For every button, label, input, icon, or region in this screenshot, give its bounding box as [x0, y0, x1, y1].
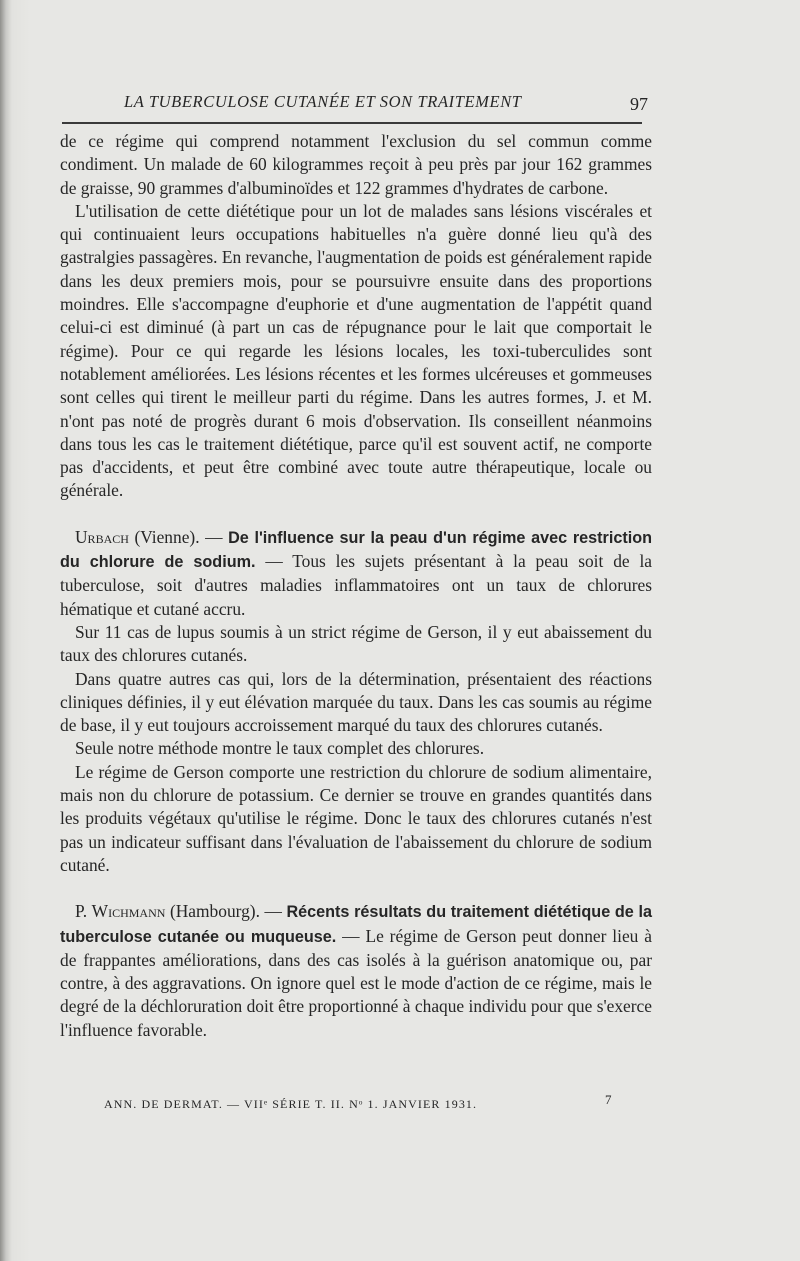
page-header [62, 88, 652, 124]
abstract-text-urbach: — Tous les sujets présentant à la peau soit de la tuberculose, soit d'autres maladies inflammatoires ont un taux de chlorures hématique et cutané accru. [60, 551, 652, 619]
article-body [60, 130, 652, 1042]
paragraph-diet-composition: de ce régime qui comprend notamment l'exclusion du sel commun comme condiment. Un malade de 60 kilogrammes reçoit à peu près par jour 162 grammes de graisse, 90 grammes d'albuminoïdes et 122 grammes d'hydrates de carbone. [60, 131, 652, 198]
author-initial-wichmann: P. [75, 901, 92, 922]
author-wichmann: Wichmann [91, 901, 166, 922]
page-number: 97 [630, 94, 648, 114]
running-head: LA TUBERCULOSE CUTANÉE ET SON TRAITEMENT [124, 92, 522, 111]
paragraph-gerson-regime: Le régime de Gerson comporte une restriction du chlorure de sodium alimentaire, mais non du chlorure de potassium. Ce dernier se trouve en grandes quantités dans les produits végétaux qu'utilise le régime. Donc le taux des chlorures cutanés n'est pas un indicateur suffisant dans l'évaluation de l'abaissement du chlorure de sodium cutané. [60, 761, 652, 875]
page-footer-citation: ANN. DE DERMAT. — VIIᵉ SÉRIE T. II. Nᵒ 1. JANVIER 1931. [104, 1097, 478, 1111]
signature-mark: 7 [605, 1092, 612, 1107]
author-place-wichmann: (Hambourg). — [165, 901, 287, 922]
paragraph-method: Seule notre méthode montre le taux complet des chlorures. [75, 738, 485, 759]
abstract-title-urbach: De l'influence sur la peau d'un régime avec restriction du chlorure de sodium. [60, 528, 652, 572]
paragraph-lupus-cases: Sur 11 cas de lupus soumis à un strict régime de Gerson, il y eut abaissement du taux des chlorures cutanés. [60, 621, 652, 666]
paragraph-diet-results: L'utilisation de cette diététique pour un lot de malades sans lésions viscérales et qui continuaient leurs occupations habituelles n'a guère donné lieu qu'à des gastralgies passagères. En revanche, l'augmentation de poids est généralement rapide dans les deux premiers mois, pour se poursuivre ensuite dans des proportions moindres. Elle s'accompagne d'euphorie et d'une augmentation de l'appétit quand celui-ci est diminué (à part un cas de répugnance pour le lait que comportait le régime). Pour ce qui regarde les lésions locales, les toxi-tuberculides sont notablement améliorées. Les lésions récentes et les formes ulcéreuses et gommeuses sont celles qui tirent le meilleur parti du régime. Dans les autres formes, J. et M. n'ont pas noté de progrès durant 6 mois d'observation. Ils conseillent néanmoins dans tous les cas le traitement diététique, parce qu'il est souvent actif, ne comporte pas d'accidents, et peut être combiné avec toute autre thérapeutique, locale ou générale. [60, 200, 652, 501]
header-rule [62, 122, 642, 124]
author-urbach: Urbach [75, 526, 129, 547]
author-place-urbach: (Vienne). — [128, 526, 229, 547]
abstract-urbach [60, 526, 652, 621]
abstract-text-wichmann: — Le régime de Gerson peut donner lieu à de frappantes améliorations, dans des cas isolés à la guérison anatomique ou, par contre, à des aggravations. On ignore quel est le mode d'action de ce régime, mais le degré de la déchloruration doit être proportionné à chaque individu pour que s'exerce l'influence favorable. [60, 925, 652, 1040]
abstract-wichmann [60, 900, 652, 1042]
abstract-title-wichmann: Récents résultats du traitement diététique de la tuberculose cutanée ou muqueuse. [60, 903, 652, 946]
paragraph-other-cases: Dans quatre autres cas qui, lors de la détermination, présentaient des réactions cliniques définies, il y eut élévation marquée du taux. Dans les cas soumis au régime de base, il y eut toujours accroissement marqué du taux des chlorures cutanés. [60, 668, 652, 736]
